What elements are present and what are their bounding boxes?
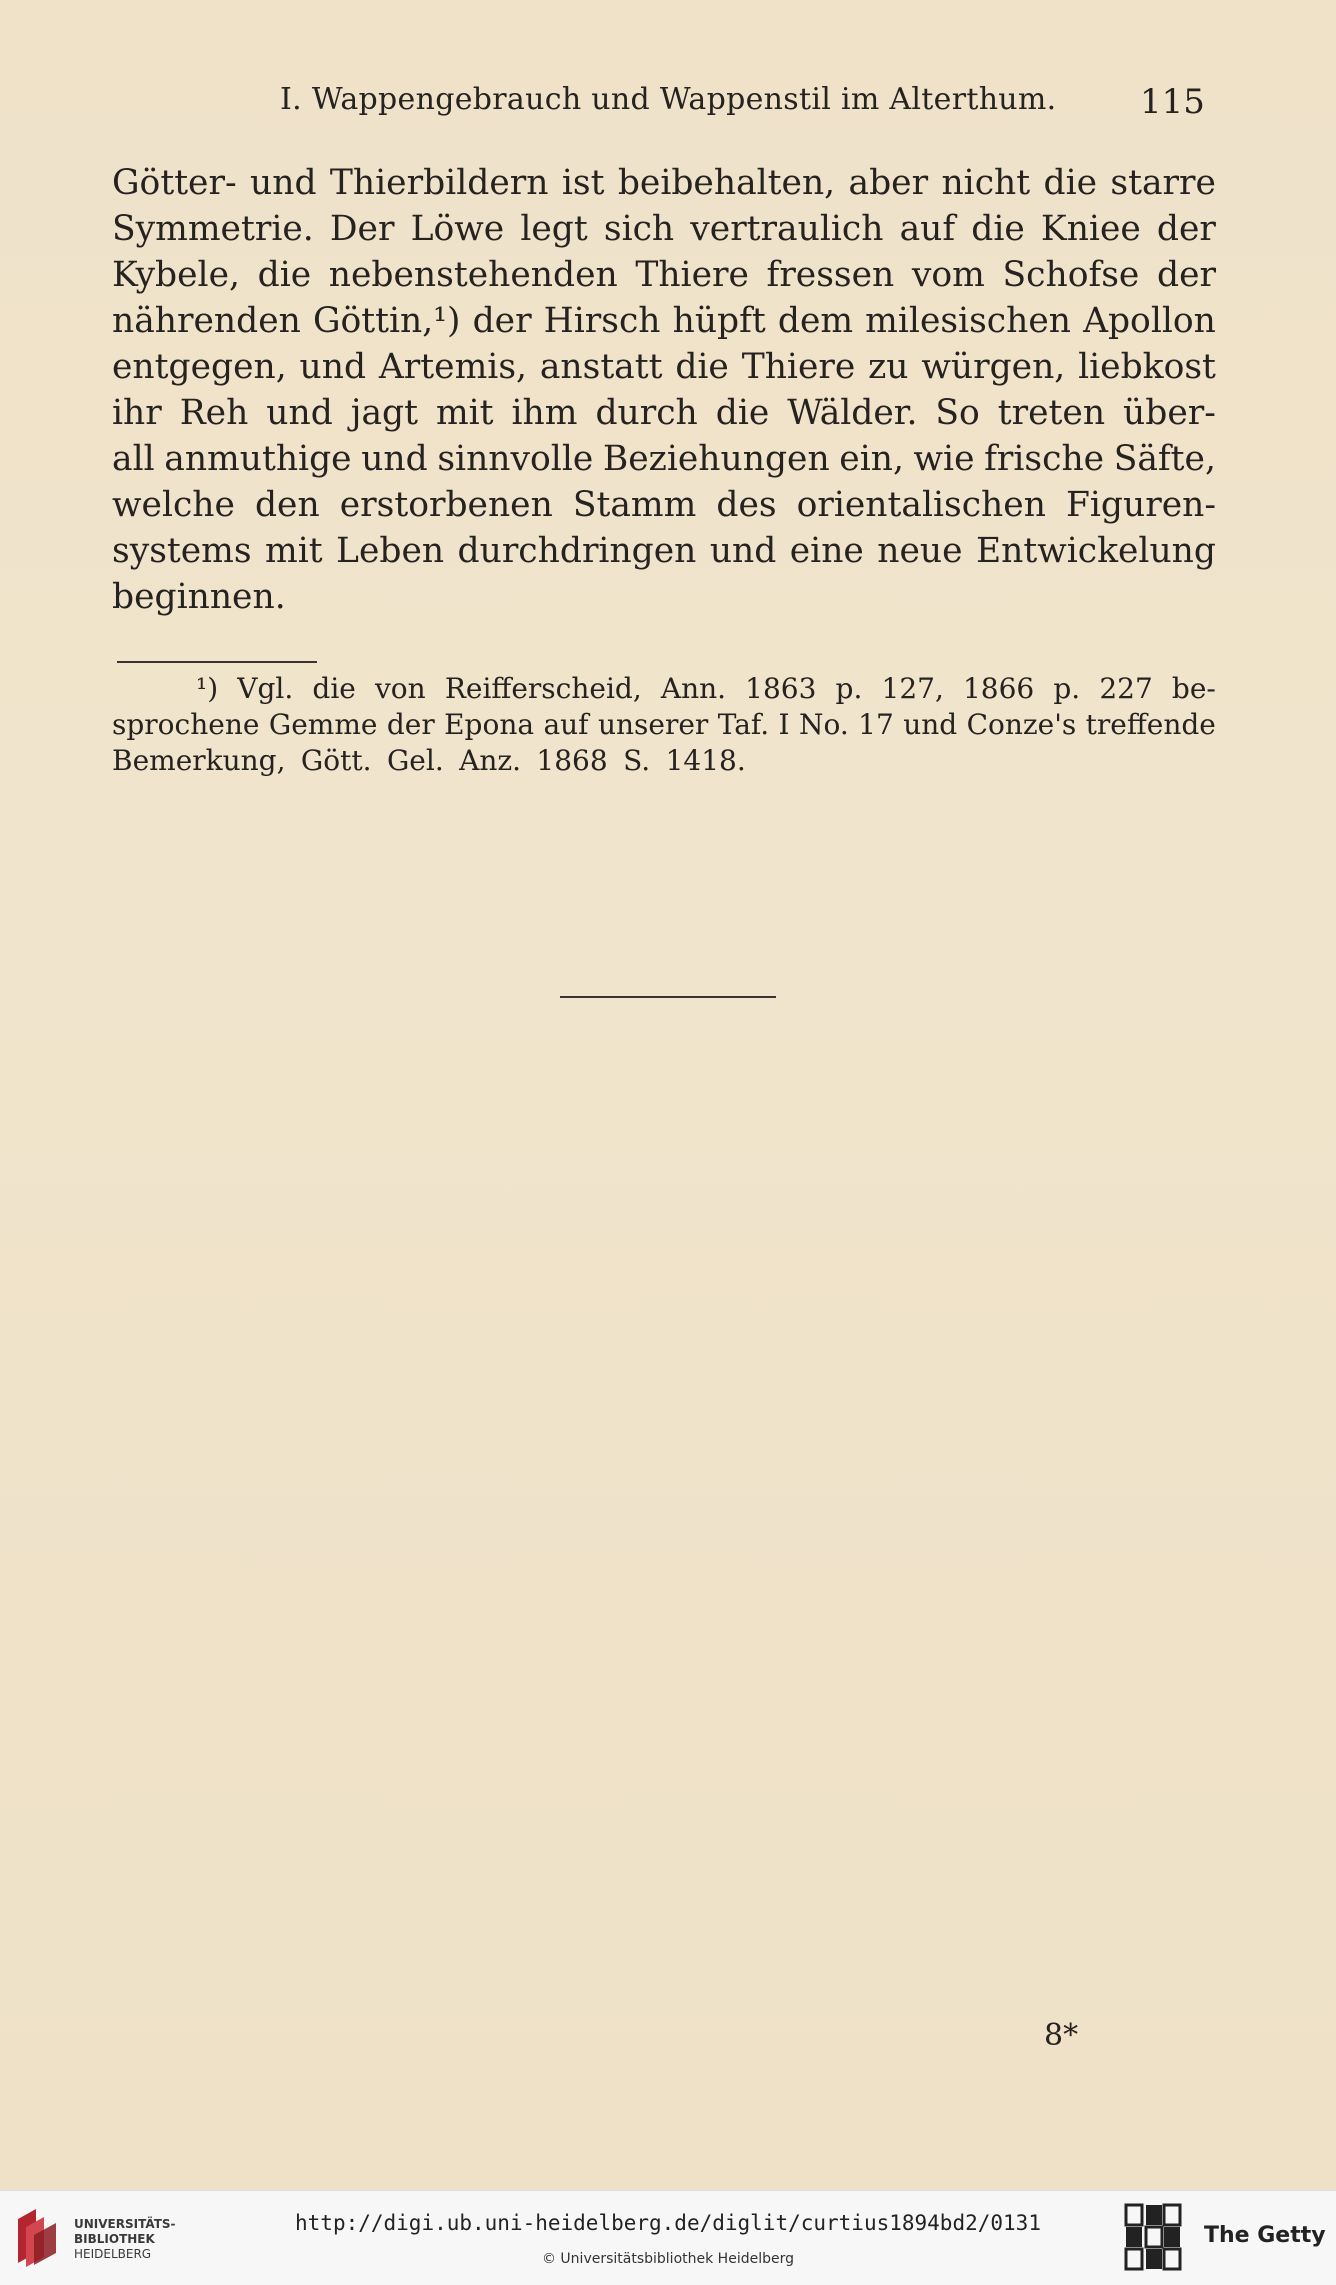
body-word: Säfte,: [1113, 439, 1216, 479]
body-word: entgegen,: [112, 347, 287, 387]
footnote-word: Taf.: [717, 708, 770, 741]
body-word: beginnen.: [112, 577, 286, 617]
body-word: Der: [329, 209, 395, 249]
footnote-word: p.: [1053, 672, 1081, 705]
body-word: ihr: [112, 393, 162, 433]
footnote-word: Anz.: [459, 744, 522, 777]
body-word: Löwe: [410, 209, 505, 249]
body-word: Apollon: [1083, 301, 1216, 341]
body-line: [112, 252, 1216, 298]
body-word: Kniee: [1040, 209, 1141, 249]
body-word: und: [250, 163, 317, 203]
body-word: Stamm: [572, 485, 697, 525]
body-word: sich: [603, 209, 675, 249]
footnote-word: der: [386, 708, 435, 741]
body-word: und: [361, 439, 428, 479]
body-word: Reh: [179, 393, 249, 433]
body-word: Wälder.: [787, 393, 918, 433]
body-word: ihm: [511, 393, 578, 433]
getty-partner-logo[interactable]: [1124, 2203, 1324, 2273]
body-word: die: [257, 255, 312, 295]
body-word: die: [971, 209, 1025, 249]
page-number: 115: [1140, 82, 1205, 122]
footnote-line: [112, 707, 1216, 743]
body-word: des: [716, 485, 777, 525]
body-word: die: [675, 347, 729, 387]
footnote-word: auf: [543, 708, 589, 741]
body-word: Leben: [336, 531, 445, 571]
body-word: starre: [1110, 163, 1216, 203]
body-word: der: [1156, 209, 1216, 249]
body-word: Symmetrie.: [112, 209, 314, 249]
body-word: Thiere: [635, 255, 749, 295]
body-line: [112, 206, 1216, 252]
footnote-rule: [117, 661, 317, 663]
body-word: der: [1156, 255, 1216, 295]
body-word: nebenstehenden: [328, 255, 618, 295]
library-name-line-3: HEIDELBERG: [74, 2247, 152, 2261]
body-word: So: [935, 393, 980, 433]
footnote-word: 1866: [962, 672, 1035, 705]
footnote-word: unserer: [597, 708, 709, 741]
body-word: Kybele,: [112, 255, 240, 295]
body-word: Göttin,¹): [312, 301, 461, 341]
body-word: anstatt: [539, 347, 663, 387]
footnote-word: I: [778, 708, 790, 741]
body-word: über-: [1123, 393, 1216, 433]
footnote-line: [112, 743, 1216, 779]
body-word: Götter-: [112, 163, 237, 203]
footnote-word: sprochene: [112, 708, 260, 741]
body-line: [112, 160, 1216, 206]
body-word: der: [472, 301, 532, 341]
footnote-word: be-: [1171, 672, 1216, 705]
partner-name: The Getty: [1204, 2223, 1326, 2248]
footnote-word: 1863: [745, 672, 817, 705]
body-word: anmuthige: [164, 439, 352, 479]
footnote-word: Gött.: [300, 744, 372, 777]
body-word: Figuren-: [1065, 485, 1216, 525]
body-word: liebkost: [1078, 347, 1216, 387]
library-name-line-2: BIBLIOTHEK: [74, 2232, 155, 2246]
footnote-word: 1418.: [665, 744, 746, 777]
footnote-word: S.: [623, 744, 651, 777]
body-word: frische: [984, 439, 1105, 479]
body-line: [112, 528, 1216, 574]
body-word: eine: [789, 531, 864, 571]
body-word: und: [266, 393, 333, 433]
library-name-line-1: UNIVERSITÄTS-: [74, 2217, 176, 2231]
footnote-word: 227: [1099, 672, 1153, 705]
body-word: Entwickelung: [975, 531, 1216, 571]
body-line: [112, 574, 1216, 620]
body-word: die: [715, 393, 770, 433]
body-word: erstorbenen: [339, 485, 553, 525]
footnote-line: [112, 671, 1216, 707]
body-word: jagt: [350, 393, 418, 433]
body-word: wie: [913, 439, 975, 479]
body-word: würgen,: [921, 347, 1066, 387]
footnote-word: No.: [799, 708, 849, 741]
footnote-word: ¹): [196, 672, 219, 705]
running-head: I. Wappengebrauch und Wappenstil im Alterthum.: [280, 82, 1057, 117]
printer-signature: 8*: [1044, 2018, 1079, 2053]
body-word: Beziehungen: [602, 439, 830, 479]
body-word: nicht: [941, 163, 1031, 203]
section-end-rule: [560, 996, 776, 998]
body-word: auf: [899, 209, 956, 249]
footnote-word: Gel.: [386, 744, 444, 777]
footnote-word: 1868: [536, 744, 608, 777]
body-word: neue: [877, 531, 963, 571]
body-word: mit: [265, 531, 323, 571]
footnote-word: Epona: [444, 708, 535, 741]
body-word: Thierbildern: [329, 163, 549, 203]
footnote-word: treffende: [1085, 708, 1216, 741]
body-word: Thiere: [741, 347, 856, 387]
body-word: durch: [595, 393, 698, 433]
body-word: und: [709, 531, 777, 571]
body-line: [112, 390, 1216, 436]
footnote-block: [112, 671, 1216, 779]
body-word: hüpft: [672, 301, 766, 341]
body-word: sinnvolle: [437, 439, 594, 479]
body-word: vertraulich: [690, 209, 884, 249]
footnote-word: von: [374, 672, 426, 705]
body-word: Artemis,: [378, 347, 527, 387]
footnote-word: Reifferscheid,: [444, 672, 642, 705]
body-word: mit: [435, 393, 494, 433]
copyright-notice: © Universitätsbibliothek Heidelberg: [541, 2251, 794, 2267]
body-word: den: [254, 485, 320, 525]
body-word: aber: [848, 163, 929, 203]
body-line: [112, 436, 1216, 482]
footnote-word: Bemerkung,: [112, 744, 286, 777]
body-word: treten: [997, 393, 1106, 433]
body-word: beibehalten,: [617, 163, 836, 203]
getty-logo-icon: [1124, 2203, 1182, 2271]
digitization-footer: [0, 2190, 1336, 2285]
body-word: vom: [911, 255, 985, 295]
footnote-word: Gemme: [268, 708, 378, 741]
body-word: orientalischen: [796, 485, 1046, 525]
body-word: milesischen: [865, 301, 1071, 341]
body-word: ein,: [839, 439, 904, 479]
footnote-word: Conze's: [966, 708, 1077, 741]
body-word: zu: [868, 347, 909, 387]
body-word: dem: [777, 301, 854, 341]
body-word: Hirsch: [543, 301, 661, 341]
body-word: und: [299, 347, 367, 387]
footnote-word: 17: [858, 708, 894, 741]
footnote-word: Ann.: [660, 672, 727, 705]
body-word: durchdringen: [457, 531, 697, 571]
body-word: die: [1043, 163, 1098, 203]
footnote-word: Vgl.: [237, 672, 294, 705]
body-line: [112, 482, 1216, 528]
footnote-word: die: [312, 672, 356, 705]
body-word: Schofse: [1002, 255, 1140, 295]
body-word: all: [112, 439, 155, 479]
body-word: systems: [112, 531, 252, 571]
footnote-word: 127,: [881, 672, 944, 705]
footnote-word: p.: [835, 672, 863, 705]
body-line: [112, 344, 1216, 390]
body-word: welche: [112, 485, 235, 525]
body-line: [112, 298, 1216, 344]
body-word: nährenden: [112, 301, 301, 341]
body-paragraph: [112, 160, 1216, 620]
permalink-url[interactable]: http://digi.ub.uni-heidelberg.de/diglit/curtius1894bd2/0131: [295, 2211, 1041, 2235]
footnote-word: und: [903, 708, 958, 741]
body-word: fressen: [766, 255, 895, 295]
body-word: legt: [520, 209, 588, 249]
body-word: ist: [561, 163, 605, 203]
